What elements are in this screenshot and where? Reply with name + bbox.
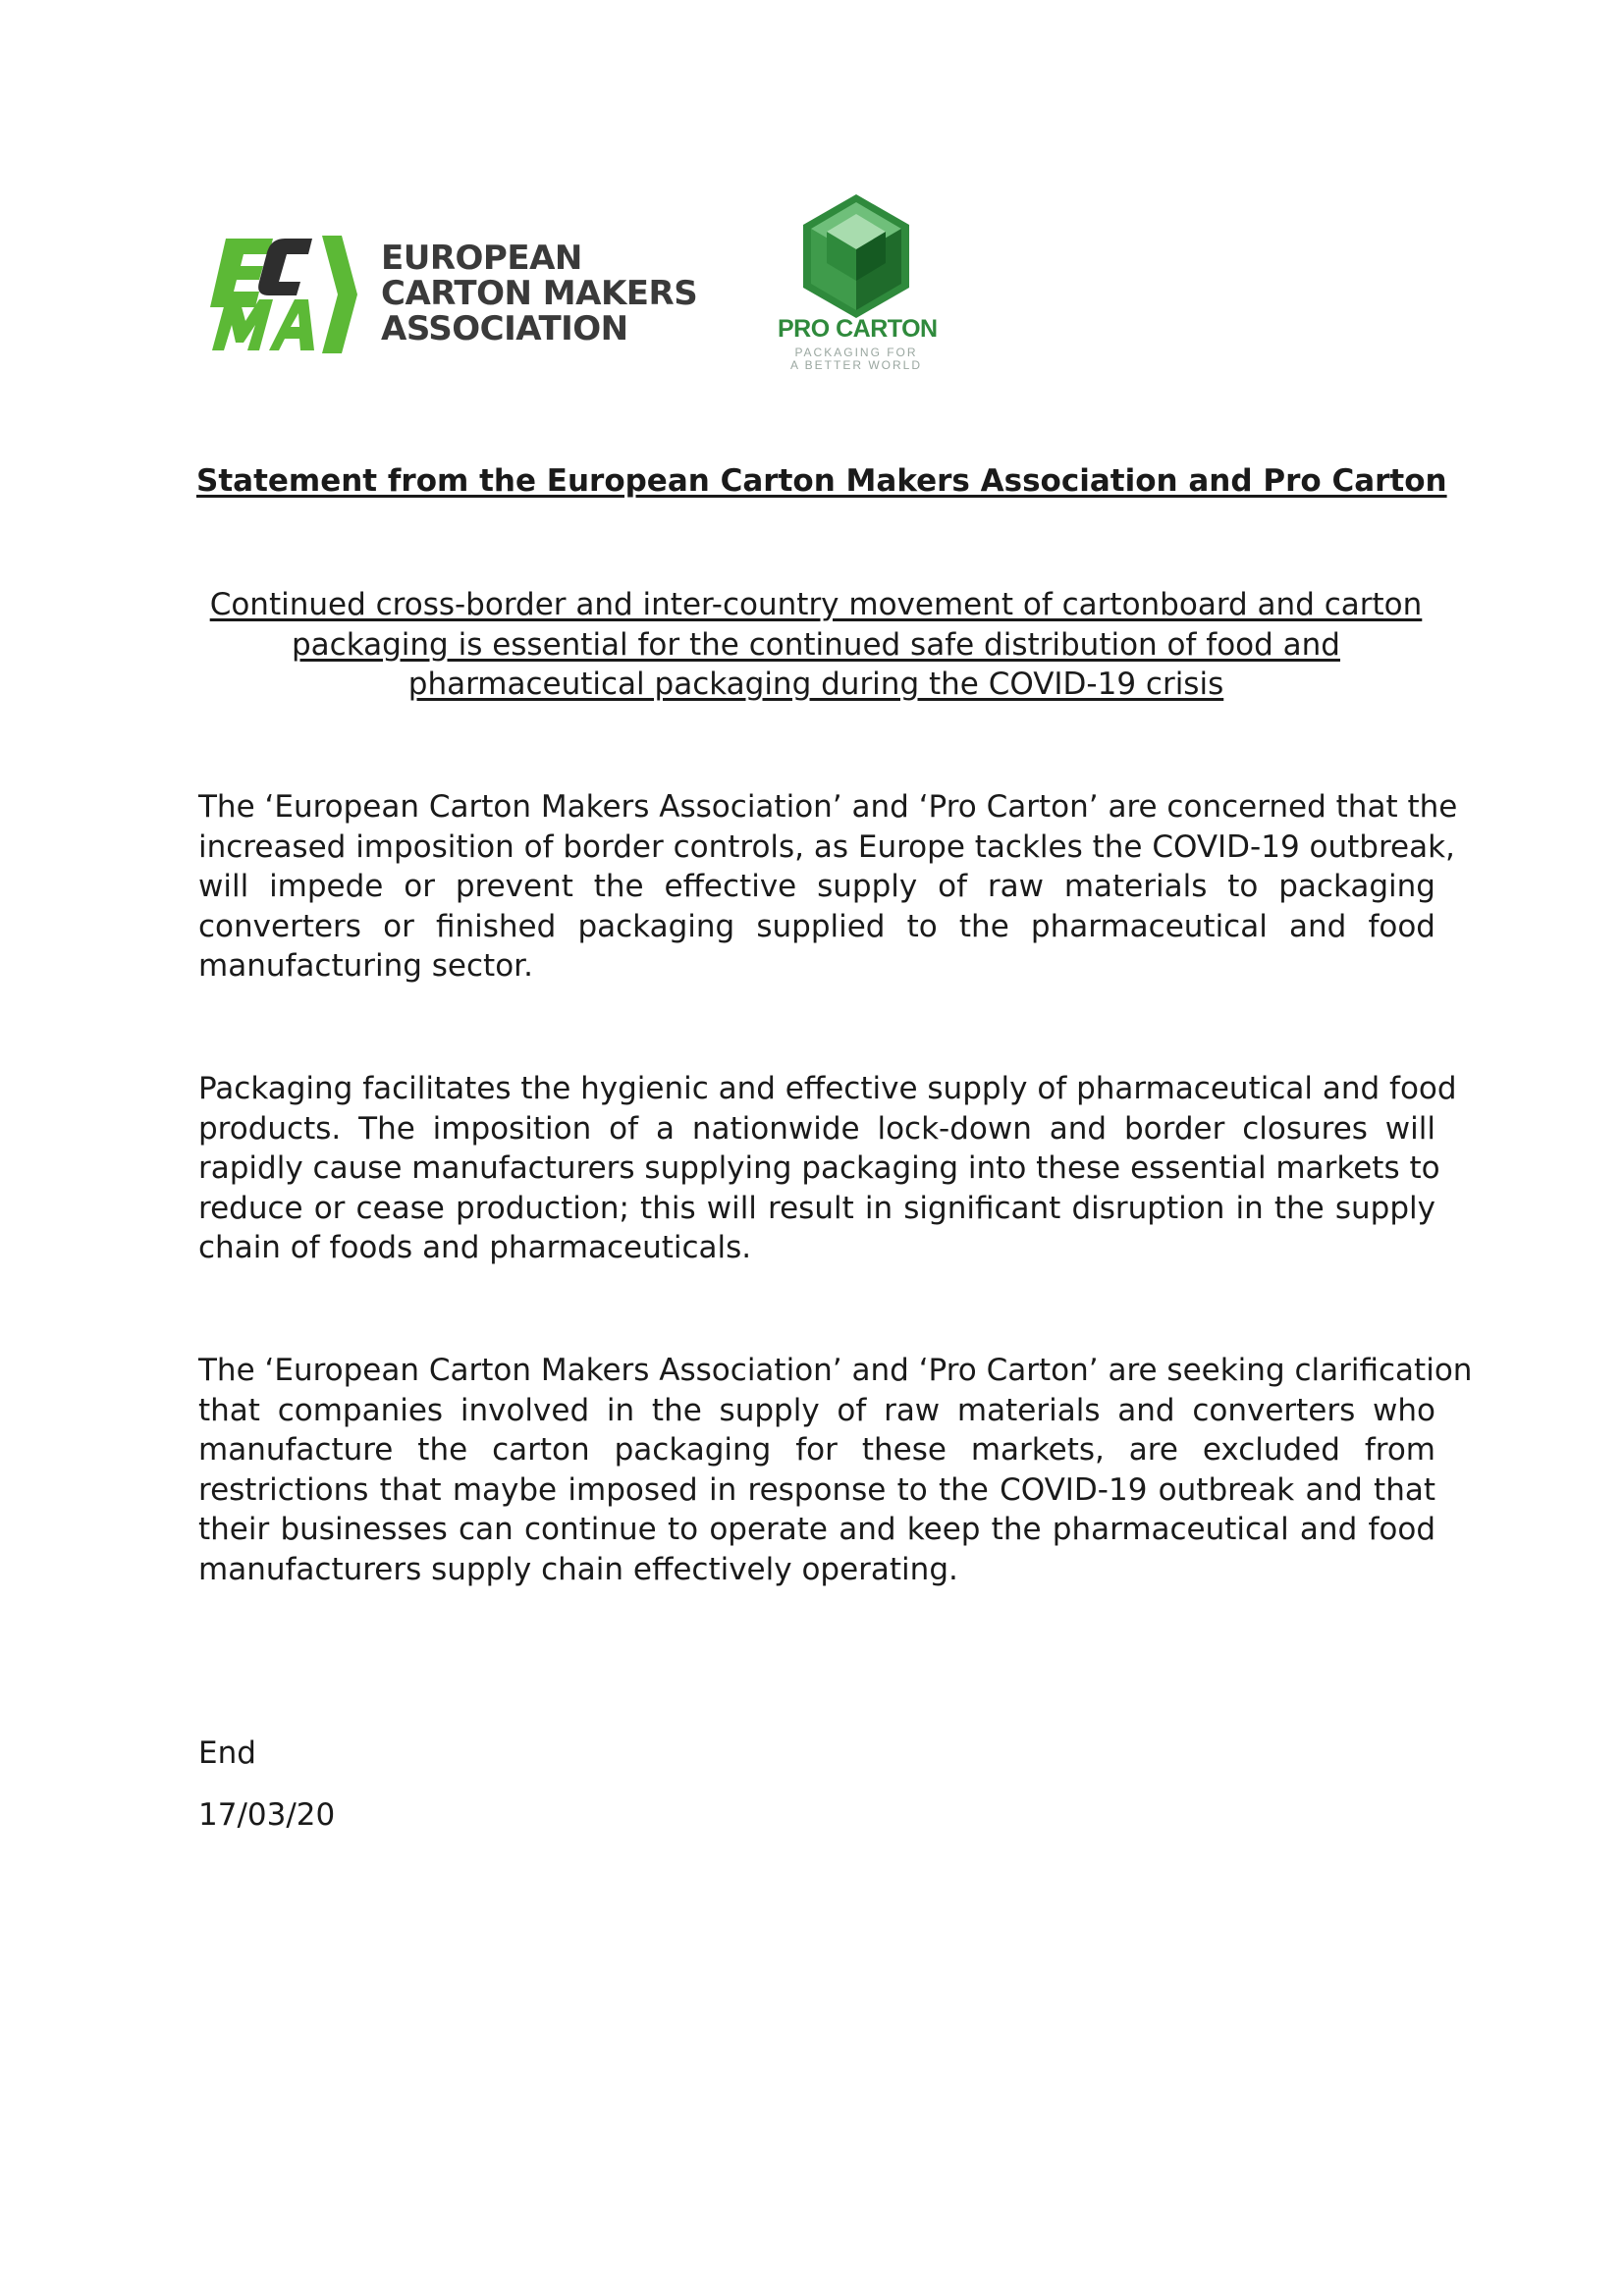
pro-carton-tagline-line: PACKAGING FOR [794, 346, 918, 359]
paragraph-line: converters or finished packaging supplied to the pharmaceutical and food [198, 908, 1435, 944]
pro-carton-name: PRO CARTON [778, 315, 938, 343]
paragraph-2 [198, 1069, 1457, 1268]
paragraph-line: Packaging facilitates the hygienic and effective supply of pharmaceutical and food [198, 1071, 1457, 1106]
ecma-logo [204, 231, 698, 363]
paragraph-line: increased imposition of border controls, as Europe tackles the COVID-19 outbreak, [198, 828, 1455, 865]
paragraph-line: chain of foods and pharmaceuticals. [198, 1230, 752, 1265]
paragraph-line: will impede or prevent the effective supply of raw materials to packaging [198, 869, 1435, 904]
paragraph-line: The ‘European Carton Makers Association’ and ‘Pro Carton’ are concerned that the [198, 789, 1458, 825]
paragraph-3 [198, 1351, 1473, 1589]
ecma-name-line: EUROPEAN [381, 239, 582, 278]
paragraph-1 [198, 787, 1458, 987]
end-marker: End [198, 1735, 256, 1771]
ecma-logo-mark-icon [204, 231, 357, 358]
subtitle-line: Continued cross-border and inter-country movement of cartonboard and carton [209, 587, 1423, 622]
paragraph-line: rapidly cause manufacturers supplying packaging into these essential markets to [198, 1150, 1440, 1186]
pro-carton-tagline [778, 347, 935, 372]
ecma-logo-name [381, 240, 697, 347]
subtitle-line: packaging is essential for the continued safe distribution of food and [291, 626, 1340, 663]
ecma-name-line: ASSOCIATION [381, 309, 628, 348]
paragraph-line: The ‘European Carton Makers Association’ and ‘Pro Carton’ are seeking clarification [198, 1353, 1473, 1388]
ecma-name-line: CARTON MAKERS [381, 274, 698, 313]
document-date: 17/03/20 [198, 1797, 336, 1833]
paragraph-line: their businesses can continue to operate and keep the pharmaceutical and food [198, 1512, 1435, 1547]
paragraph-line: products. The imposition of a nationwide lock-down and border closures will [198, 1110, 1435, 1147]
pro-carton-cube-icon [799, 194, 913, 318]
pro-carton-logo [778, 194, 938, 381]
pro-carton-tagline-line: A BETTER WORLD [789, 358, 922, 372]
paragraph-line: manufacturing sector. [198, 948, 533, 984]
document-subtitle [196, 585, 1435, 705]
paragraph-line: that companies involved in the supply of raw materials and converters who [198, 1392, 1435, 1428]
subtitle-line: pharmaceutical packaging during the COVID-19 crisis [407, 667, 1224, 702]
paragraph-line: restrictions that maybe imposed in response to the COVID-19 outbreak and that [198, 1471, 1435, 1508]
paragraph-line: manufacturers supply chain effectively operating. [198, 1551, 958, 1587]
document-title: Statement from the European Carton Makers Association and Pro Carton [196, 463, 1447, 499]
paragraph-line: manufacture the carton packaging for these markets, are excluded from [198, 1432, 1435, 1468]
paragraph-line: reduce or cease production; this will result in significant disruption in the supply [198, 1190, 1435, 1226]
